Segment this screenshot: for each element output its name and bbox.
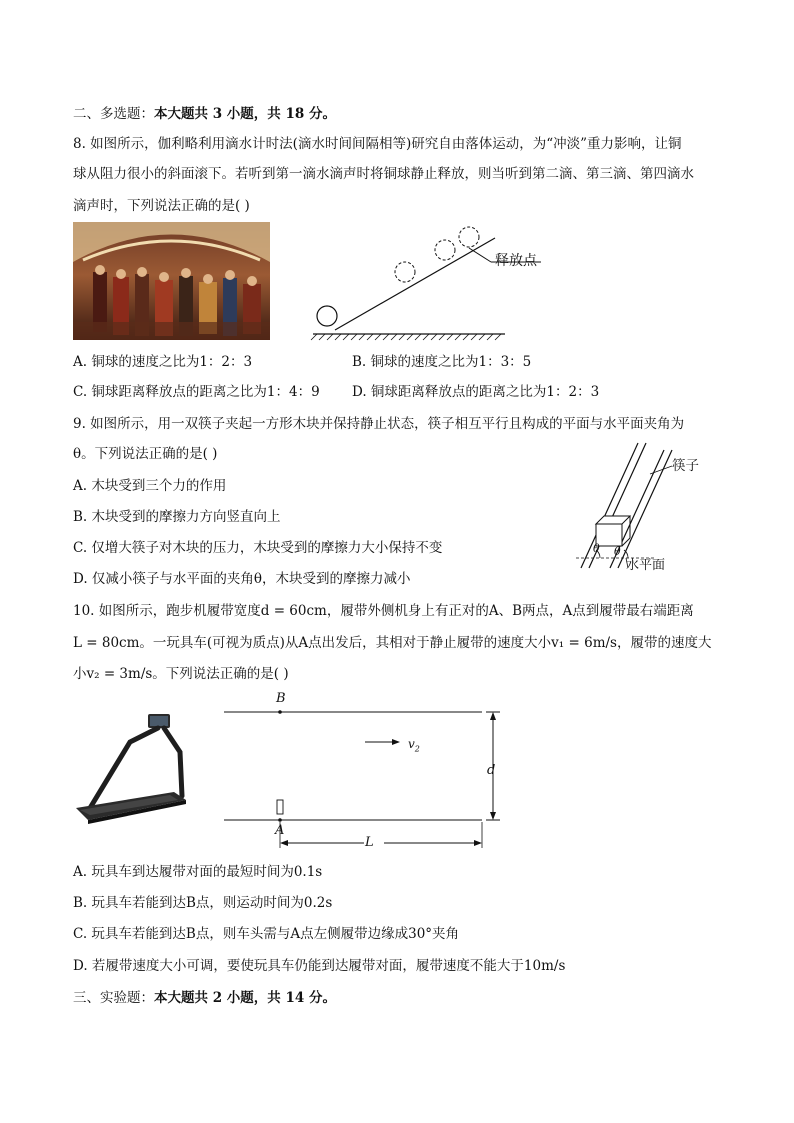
v-subscript: 2: [414, 744, 420, 754]
q8-text-line-3: 滴声时，下列说法正确的是( ): [73, 198, 250, 214]
label-l: L: [365, 835, 374, 850]
ball-position-2: [395, 262, 415, 282]
label-b: B: [276, 691, 286, 706]
q10-option-c: C. 玩具车若能到达B点，则车头需与A点左侧履带边缘成30°夹角: [73, 926, 460, 942]
q10-text-line-3: 小v₂ = 3m/s。下列说法正确的是( ): [73, 666, 289, 682]
label-d: d: [487, 763, 496, 778]
q10-text-line-1: 10. 如图所示，跑步机履带宽度d = 60cm，履带外侧机身上有正对的A、B两点，A点到履带最右端距离: [73, 603, 694, 619]
ball-position-3: [435, 240, 455, 260]
release-point-label: 释放点: [495, 253, 537, 269]
section-desc: 本大题共 2 小题，共 14 分。: [154, 990, 336, 1006]
v-symbol: v: [408, 737, 415, 751]
q8-text-line-2: 球从阻力很小的斜面滚下。若听到第一滴水滴声时将铜球静止释放，则当听到第二滴、第三滴、第四滴水: [73, 166, 694, 182]
q8-option-c: C. 铜球距离释放点的距离之比为1：4：9: [73, 384, 320, 400]
q10-option-d: D. 若履带速度大小可调，要使玩具车仍能到达履带对面，履带速度不能大于10m/s: [73, 958, 566, 974]
label-a: A: [275, 823, 285, 838]
q9-option-a: A. 木块受到三个力的作用: [73, 478, 227, 494]
theta-label-2: θ: [614, 545, 621, 558]
chopsticks-label: 筷子: [672, 458, 699, 474]
section-number: 三、实验题：: [73, 990, 154, 1006]
section-heading-2: [73, 104, 336, 124]
q9-option-b: B. 木块受到的摩擦力方向竖直向上: [73, 509, 281, 525]
q9-text-line-1: 9. 如图所示，用一双筷子夹起一方形木块并保持静止状态，筷子相互平行且构成的平面与水平面夹角为: [73, 416, 685, 432]
horizontal-plane-label: 水平面: [626, 558, 666, 573]
q8-option-b: B. 铜球的速度之比为1：3：5: [352, 354, 532, 370]
q9-option-d: D. 仅减小筷子与水平面的夹角θ，木块受到的摩擦力减小: [73, 571, 411, 587]
ball-bottom: [317, 306, 337, 326]
q10-option-b: B. 玩具车若能到达B点，则运动时间为0.2s: [73, 895, 333, 911]
section-desc: 本大题共 3 小题，共 18 分。: [154, 106, 336, 122]
incline-diagram: [305, 222, 545, 342]
q10-text-line-2: L = 80cm。一玩具车(可视为质点)从A点出发后，其相对于静止履带的速度大小v₁ = 6m/s，履带的速度大: [73, 635, 712, 651]
toy-car: [277, 800, 283, 814]
q8-text-line-1: 8. 如图所示，伽利略利用滴水计时法(滴水时间间隔相等)研究自由落体运动，为“冲淡”重力影响，让铜: [73, 136, 682, 152]
q9-text-line-2: θ。下列说法正确的是( ): [73, 446, 218, 462]
q8-option-a: A. 铜球的速度之比为1：2：3: [73, 354, 253, 370]
theta-label-1: θ: [593, 542, 600, 555]
treadmill-belt-diagram: [220, 702, 510, 852]
treadmill-image: [70, 712, 190, 832]
section-number: 二、多选题：: [73, 106, 154, 122]
q8-option-d: D. 铜球距离释放点的距离之比为1：2：3: [352, 384, 600, 400]
section-heading-3: [73, 988, 336, 1008]
q9-option-c: C. 仅增大筷子对木块的压力，木块受到的摩擦力大小保持不变: [73, 540, 443, 556]
ball-position-4: [459, 227, 479, 247]
q10-option-a: A. 玩具车到达履带对面的最短时间为0.1s: [73, 864, 323, 880]
point-b: [278, 710, 282, 714]
label-v2: [408, 734, 420, 759]
galileo-painting-image: [73, 222, 270, 340]
